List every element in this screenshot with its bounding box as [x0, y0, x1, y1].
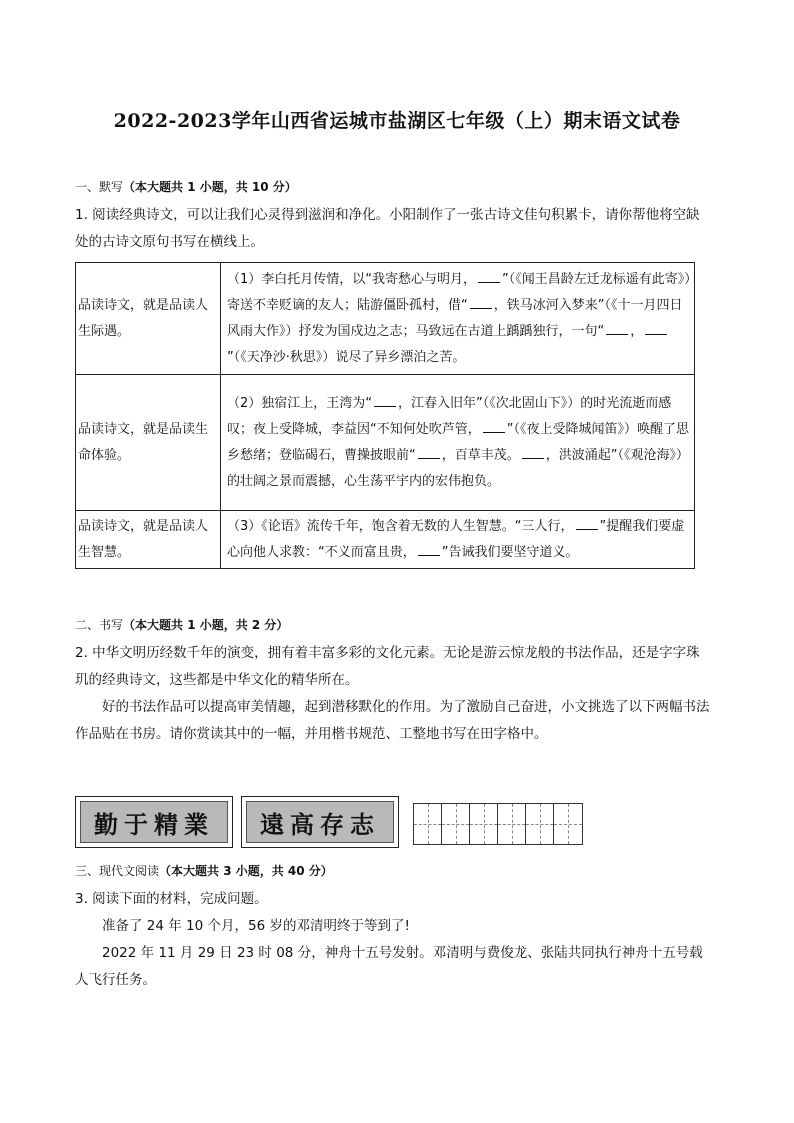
text-segment: ，	[630, 323, 644, 339]
text-segment: ，百草丰茂。	[441, 447, 520, 463]
section-heading-2	[75, 616, 288, 633]
grid-cell[interactable]	[526, 804, 554, 844]
answer-blank[interactable]	[576, 517, 598, 530]
grid-cell[interactable]	[414, 804, 442, 844]
paragraph: 准备了 24 年 10 个月，56 岁的邓清明终于等到了!	[102, 918, 410, 934]
text-segment: ”告诫我们要坚守道义。	[441, 544, 579, 560]
text-segment: ，江春入旧年”（《次北固山下》）的时光流逝而感叹；夜上受降城，李益因“不知何处吹芦管，	[227, 395, 672, 437]
text-segment: ”（《天净沙·秋思》）说尽了异乡漂泊之苦。	[227, 349, 466, 365]
row-content	[221, 511, 695, 569]
section-info: （本大题共 3 小题，共 40 分）	[159, 864, 333, 878]
text-segment: （1）李白托月传情，以“我寄愁心与明月，	[227, 271, 477, 287]
text-segment: ”（《闻王昌龄左迁龙标遥有此寄》）寄送不幸贬谪的友人；陆游僵卧孤村，借“	[227, 271, 691, 313]
answer-blank[interactable]	[418, 446, 440, 459]
section-info: （本大题共 1 小题，共 2 分）	[123, 618, 289, 632]
calligraphy-text: 勤于精業	[80, 801, 228, 843]
answer-blank[interactable]	[470, 296, 492, 309]
stem-line: 1. 阅读经典诗文，可以让我们心灵得到滋润和净化。小阳制作了一张古诗文佳句积累卡，请你帮他将空缺	[75, 207, 700, 223]
text-segment: （3）《论语》流传千年，饱含着无数的人生智慧。“三人行，	[227, 518, 574, 534]
grid-cell[interactable]	[554, 804, 582, 844]
section-heading-3	[75, 862, 333, 879]
row-label: 品读诗文，就是品读人生智慧。	[76, 511, 221, 569]
row-content	[221, 375, 695, 511]
grid-cell[interactable]	[470, 804, 498, 844]
row-label: 品读诗文，就是品读生命体验。	[76, 375, 221, 511]
question-2-stem	[75, 640, 715, 748]
paragraph: 2022 年 11 月 29 日 23 时 08 分，神舟十五号发射。邓清明与费俊龙、张陆共同执行神舟十五号载人飞行任务。	[75, 945, 703, 988]
stem-line: 2. 中华文明历经数千年的演变，拥有着丰富多彩的文化元素。无论是游云惊龙般的书法作品，还是字字珠	[75, 645, 700, 661]
calligraphy-work-2	[241, 796, 399, 848]
calligraphy-work-1	[75, 796, 233, 848]
question-1-stem	[75, 202, 715, 256]
answer-blank[interactable]	[645, 322, 667, 335]
page-title: 2022-2023学年山西省运城市盐湖区七年级（上）期末语文试卷	[113, 110, 681, 132]
text-segment: ”（《夜上受降城闻笛》）唤醒了思乡愁绪；登临碣石，曹操披眼前“	[227, 421, 689, 463]
section-label: 二、书写	[75, 618, 124, 632]
section-label: 一、默写	[75, 180, 124, 194]
text-segment: ，洪波涌起”（《观沧海》）的壮阔之景而震撼，心生荡平宇内的宏伟抱负。	[227, 447, 690, 489]
table-row	[76, 511, 695, 569]
stem-line: 处的古诗文原句书写在横线上。	[75, 234, 264, 250]
section-heading-1	[75, 178, 297, 195]
answer-blank[interactable]	[478, 270, 500, 283]
answer-blank[interactable]	[374, 394, 396, 407]
answer-blank[interactable]	[606, 322, 628, 335]
answer-blank[interactable]	[522, 446, 544, 459]
poem-table	[75, 262, 695, 569]
stem-line: 3. 阅读下面的材料，完成问题。	[75, 891, 268, 907]
section-label: 三、现代文阅读	[75, 864, 160, 878]
grid-cell[interactable]	[498, 804, 526, 844]
stem-line: 玑的经典诗文，这些都是中华文化的精华所在。	[75, 672, 359, 688]
table-row	[76, 263, 695, 375]
answer-blank[interactable]	[418, 543, 440, 556]
section-info: （本大题共 1 小题，共 10 分）	[123, 180, 297, 194]
text-segment: ”提醒我们要虚心向他人求教：“不义而富且贵，	[227, 518, 685, 560]
tianzige-grid[interactable]	[413, 803, 583, 845]
table-row	[76, 375, 695, 511]
row-label: 品读诗文，就是品读人生际遇。	[76, 263, 221, 375]
question-3	[75, 886, 715, 994]
text-segment: ，铁马冰河入梦来”（《十一月四日风雨大作》）抒发为国戍边之志；马致远在古道上踽踽独行，一句“	[227, 297, 683, 339]
answer-blank[interactable]	[483, 420, 505, 433]
row-content	[221, 263, 695, 375]
paragraph: 好的书法作品可以提高审美情趣，起到潜移默化的作用。为了激励自己奋进，小文挑选了以下两幅书法作品贴在书房。请你赏读其中的一幅，并用楷书规范、工整地书写在田字格中。	[75, 699, 710, 742]
text-segment: （2）独宿江上，王湾为“	[227, 395, 373, 411]
grid-cell[interactable]	[442, 804, 470, 844]
calligraphy-text: 遠高存志	[246, 801, 394, 843]
